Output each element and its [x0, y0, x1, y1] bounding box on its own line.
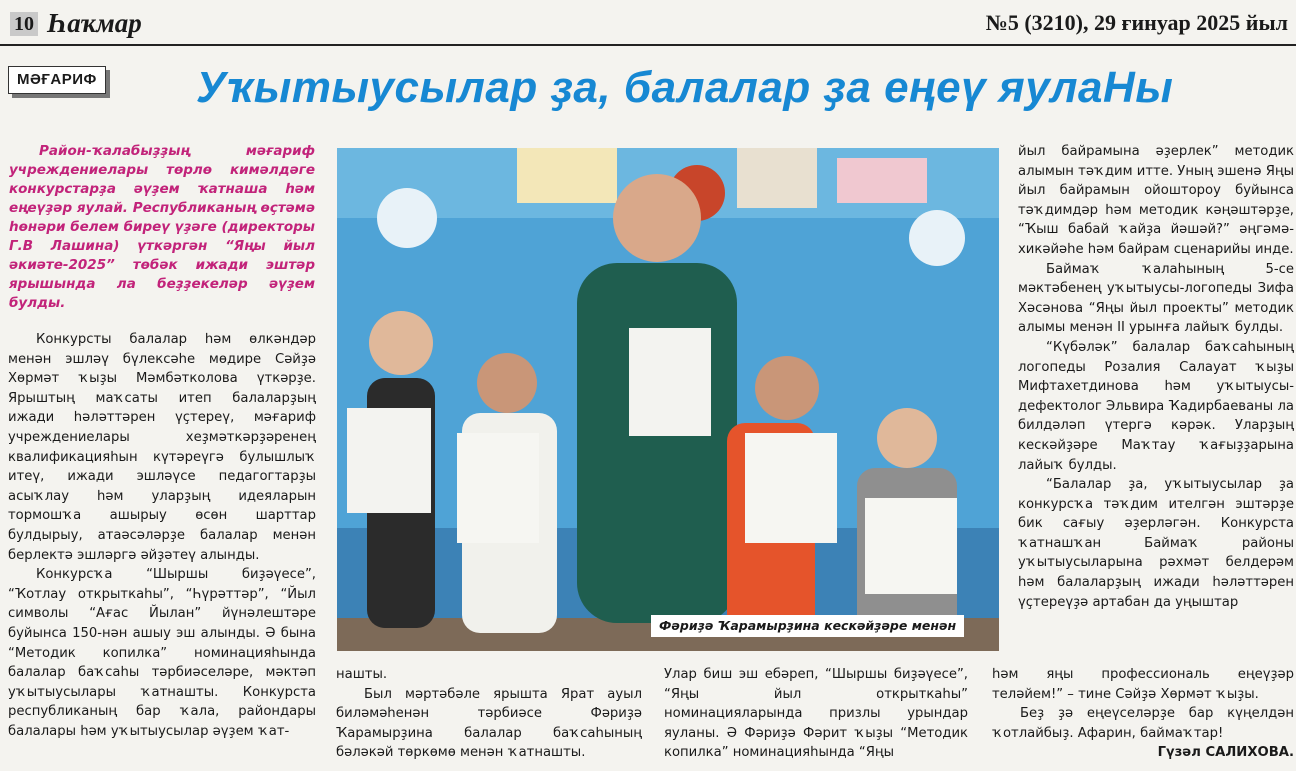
page-number: 10	[10, 12, 38, 36]
article-photo	[337, 148, 999, 651]
paragraph: Конкурсты балалар һәм өлкәндәр менән эшләү бүлексәһе мөдире Сәйҙә Хөрмәт ҡыҙы Мәмбәтколова үткәрҙе. Ярыштың маҡсаты итеп балаларҙың ижади һәләттәрен үҫтереү, мәғариф учреждениелары хеҙмәткәрҙәренең квалификацияһын күтәреүгә булышлыҡ итеү, ижади эшләүсе педагогтарҙы асыҡлау һәм уларҙың идеяларын тормошҡа ашырыу өсөн шарттар булдырыу, атаәсәләрҙе балалар менән берлектә эшләргә әйҙәтеү алынды.	[8, 332, 316, 563]
page-header	[0, 0, 1296, 46]
paragraph: “Балалар ҙа, уҡытыусылар ҙа конкурсҡа тәҡдим ителгән эштәрҙе бик сағыу әҙерләгән. Конкурста ҡатнашҡан Баймаҡ районы уҡытыусыларына рәхмәт белдерәм һәм балаларҙың ижади һәләттәрен үҫтереүҙә артабан да уңыштар	[1018, 477, 1294, 610]
section-rubric: МӘҒАРИФ	[8, 66, 106, 94]
issue-info: №5 (3210), 29 ғинуар 2025 йыл	[985, 10, 1288, 35]
paragraph: Баймаҡ ҡалаһының 5-се мәктәбенең уҡытыусы-логопеды Зифа Хәсәнова “Яңы йыл проекты” методик алымы менән II урынға лайыҡ булды.	[1018, 261, 1294, 336]
text-column-4-bottom	[992, 665, 1294, 763]
paragraph: Улар биш эш ебәреп, “Шыршы биҙәүесе”, “Яңы йыл открыткаһы” номинацияларында призлы урындар яуланы. Ә Фәриҙә Фәрит ҡыҙы “Методик копилка” номинацияһында “Яңы	[664, 667, 968, 761]
photo-illustration	[337, 148, 999, 651]
text-column-1	[8, 330, 316, 741]
photo-caption: Фәриҙә Ҡарамырҙина кескәйҙәре менән	[651, 615, 964, 637]
article-lead: Район-ҡалабыҙҙың мәғариф учреждениелары төрлө кимәлдәге конкурстарҙа әүҙем ҡатнаша һәм еңеүҙәр яулай. Республиканың өҫтәмә һөнәри белем биреү үҙәге (директоры Г.В Лашина) үткәргән “Яңы йыл әкиәте-2025” төбәк ижади эштәр ярышында ла беҙҙекеләр әүҙем булды.	[9, 143, 315, 311]
text-column-4	[1018, 142, 1294, 612]
paragraph: Конкурсҡа “Шыршы биҙәүесе”, “Ҡотлау открыткаһы”, “Һүрәттәр”, “Йыл символы “Ағас Йылан” йүнәлештәре буйынса 150-нән ашыу эш алынды. Ә бына “Методик копилка” номинацияһында балалар баҡсаһы тәрбиәселәре, мәктәп уҡытыусылары ҡатнашты. Конкурста республиканың бар ҡала, райондары балалары һәм уҡытыусылар әүҙем ҡат-	[8, 567, 316, 739]
paragraph: Был мәртәбәле ярышта Ярат ауыл биләмәһенән тәрбиәсе Фәриҙә Ҡарамырҙина балалар баҡсаһының бәләкәй төркөмө менән ҡатнашты.	[336, 686, 642, 761]
paragraph: йыл байрамына әҙерлек” методик алымын тәҡдим итте. Уның эшенә Яңы йыл байрамын ойоштороу буйынса тәҡдимдәр һәм методик кәңәштәрҙе, “Ҡыш бабай ҡайҙа йәшәй?” әңгәмә-хикәйәһе һәм байрам сценарийы инде.	[1018, 144, 1294, 257]
newspaper-name: Һаҡмар	[47, 8, 142, 38]
paragraph: Беҙ ҙә еңеүселәрҙе бар күңелдән ҡотлайбыҙ. Афарин, баймаҡтар!	[992, 706, 1294, 741]
text-column-3	[664, 665, 968, 763]
text-column-2	[336, 665, 642, 763]
paragraph: һәм яңы профессиональ еңеүҙәр теләйем!” – тине Сәйҙә Хөрмәт ҡыҙы.	[992, 667, 1294, 702]
paragraph: “Күбәләк” балалар баҡсаһының логопеды Розалия Салауат ҡыҙы Мифтахетдинова һәм уҡытыусы-дефектолог Эльвира Ҡадирбаеваны ла билдәләп үтергә кәрәк. Уларҙың кескәйҙәре Маҡтау ҡағыҙҙарына лайыҡ булды.	[1018, 339, 1294, 473]
author-signature: Гүзәл САЛИХОВА.	[1157, 745, 1294, 761]
article-headline: Уҡытыусылар ҙа, балалар ҙа еңеү яулаНы	[196, 63, 1174, 112]
paragraph: нашты.	[336, 667, 388, 682]
